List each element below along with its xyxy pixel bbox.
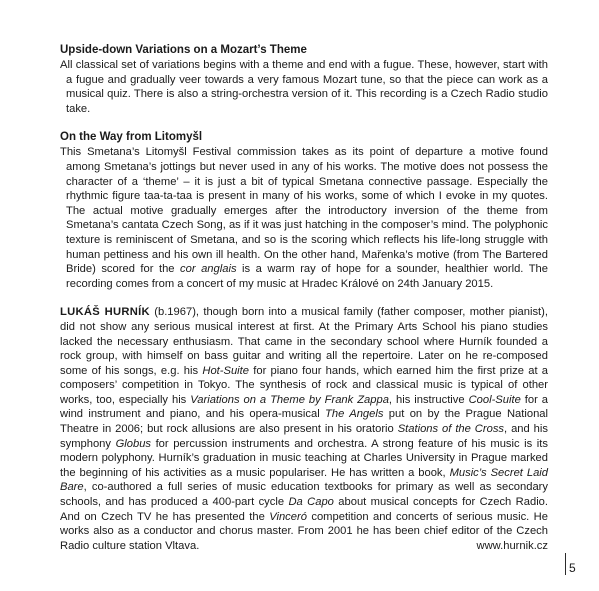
work-title: Music’s Secret Laid Bare: [60, 466, 548, 494]
section-mozart-variations: [60, 43, 548, 116]
bio-text: (b.1967), though born into a musical family (father composer, mother pianist), did not show any serious musical interest at first. At the Primary Arts School his piano studies lacked the necessary enthusiasm. That came in the secondary school where Hurník founded a rock group, with himself on bass guitar and writing all the repertoire. Later on he re-composed some of his songs, e.g. his: [60, 306, 548, 377]
section-biography: [60, 305, 548, 553]
bio-text: for a wind instrument and piano, and his opera-musical: [60, 393, 548, 421]
composer-name: LUKÁŠ HURNÍK: [60, 306, 150, 319]
section-heading: Upside-down Variations on a Mozart’s Theme: [60, 44, 307, 56]
work-title: Hot-Suite: [202, 364, 249, 377]
bio-text: for percussion instruments and orchestra. A strong feature of his music is its modern polyphony. Hurník’s graduation in music teaching at Charles University in Prague marked the beginning of his activities as a music populariser. He has written a book,: [60, 437, 548, 479]
section-heading: On the Way from Litomyšl: [60, 131, 203, 144]
booklet-page: [60, 43, 548, 567]
work-title: Cool-Suite: [468, 393, 521, 406]
work-title: Globus: [115, 437, 152, 450]
body-text: is a warm ray of hope for a sounder, healthier world. The recording comes from a concert of my music at Hradec Králové on 24th January 2015.: [66, 263, 548, 290]
work-title: The Angels: [325, 408, 384, 421]
bio-text: , his instructive: [388, 393, 469, 406]
bio-text: , co-authored a full series of music education textbooks for primary as well as secondary schools, and has produced a 400-part cycle: [60, 481, 548, 509]
bio-text: for piano four hands, which earned him the first prize at a composers’ competition in Tokyo. The synthesis of rock and classical music is typical of other works, too, especially his: [60, 364, 549, 406]
bio-text: competition and concerts of serious music. He works also as a conductor and chorus master. From 2001 he has been chief editor of the Czech Radio culture station Vltava.: [60, 510, 548, 552]
bio-text: about musical concepts for Czech Radio. And on Czech TV he has presented the: [60, 496, 549, 523]
body-text: This Smetana’s Litomyšl Festival commission takes as its point of departure a motive found among Smetana’s jottings but never used in any of his works. The motive does not possess the character of a ‘theme’ – it is just a bit of typical Smetana connective passage. Especially the rhythmic figure taa-ta-taa is present in many of his works, some of which I evoke in my quotes. The actual motive gradually emerges after the introductory inversion of the theme from Smetana’s cantata Czech Song, as if it was just hatching in the composer’s mind. The polyphonic texture is reminiscent of Smetana, and so is the scoring which reflects his life-long struggle with human pettiness and his own ill health. On the other hand, Mařenka’s motive (from The Bartered Bride) scored for the: [60, 146, 548, 276]
work-title: Variations on a Theme by Frank Zappa: [190, 393, 389, 406]
section-body: [60, 145, 548, 291]
section-litomysl: [60, 130, 548, 291]
website-url: www.hurnik.cz: [476, 539, 548, 552]
bio-text: put on by the Prague National Theatre in 2006; but rock allusions are also present in his oratorio: [60, 408, 549, 436]
work-title: Stations of the Cross: [397, 423, 505, 436]
work-title: Da Capo: [288, 496, 334, 509]
work-title: Vinceró: [269, 510, 307, 523]
bio-text: , and his symphony: [60, 423, 548, 450]
page-number-divider: [565, 553, 566, 575]
page-number: 5: [569, 561, 576, 575]
section-body: All classical set of variations begins with a theme and end with a fugue. These, however, start with a fugue and gradually veer towards a very famous Mozart tune, so that the piece can work as a musical quiz. There is also a string-orchestra version of it. This recording is a Czech Radio studio take.: [60, 59, 548, 115]
biography-body: [60, 305, 548, 553]
body-italic: cor anglais: [180, 263, 237, 276]
